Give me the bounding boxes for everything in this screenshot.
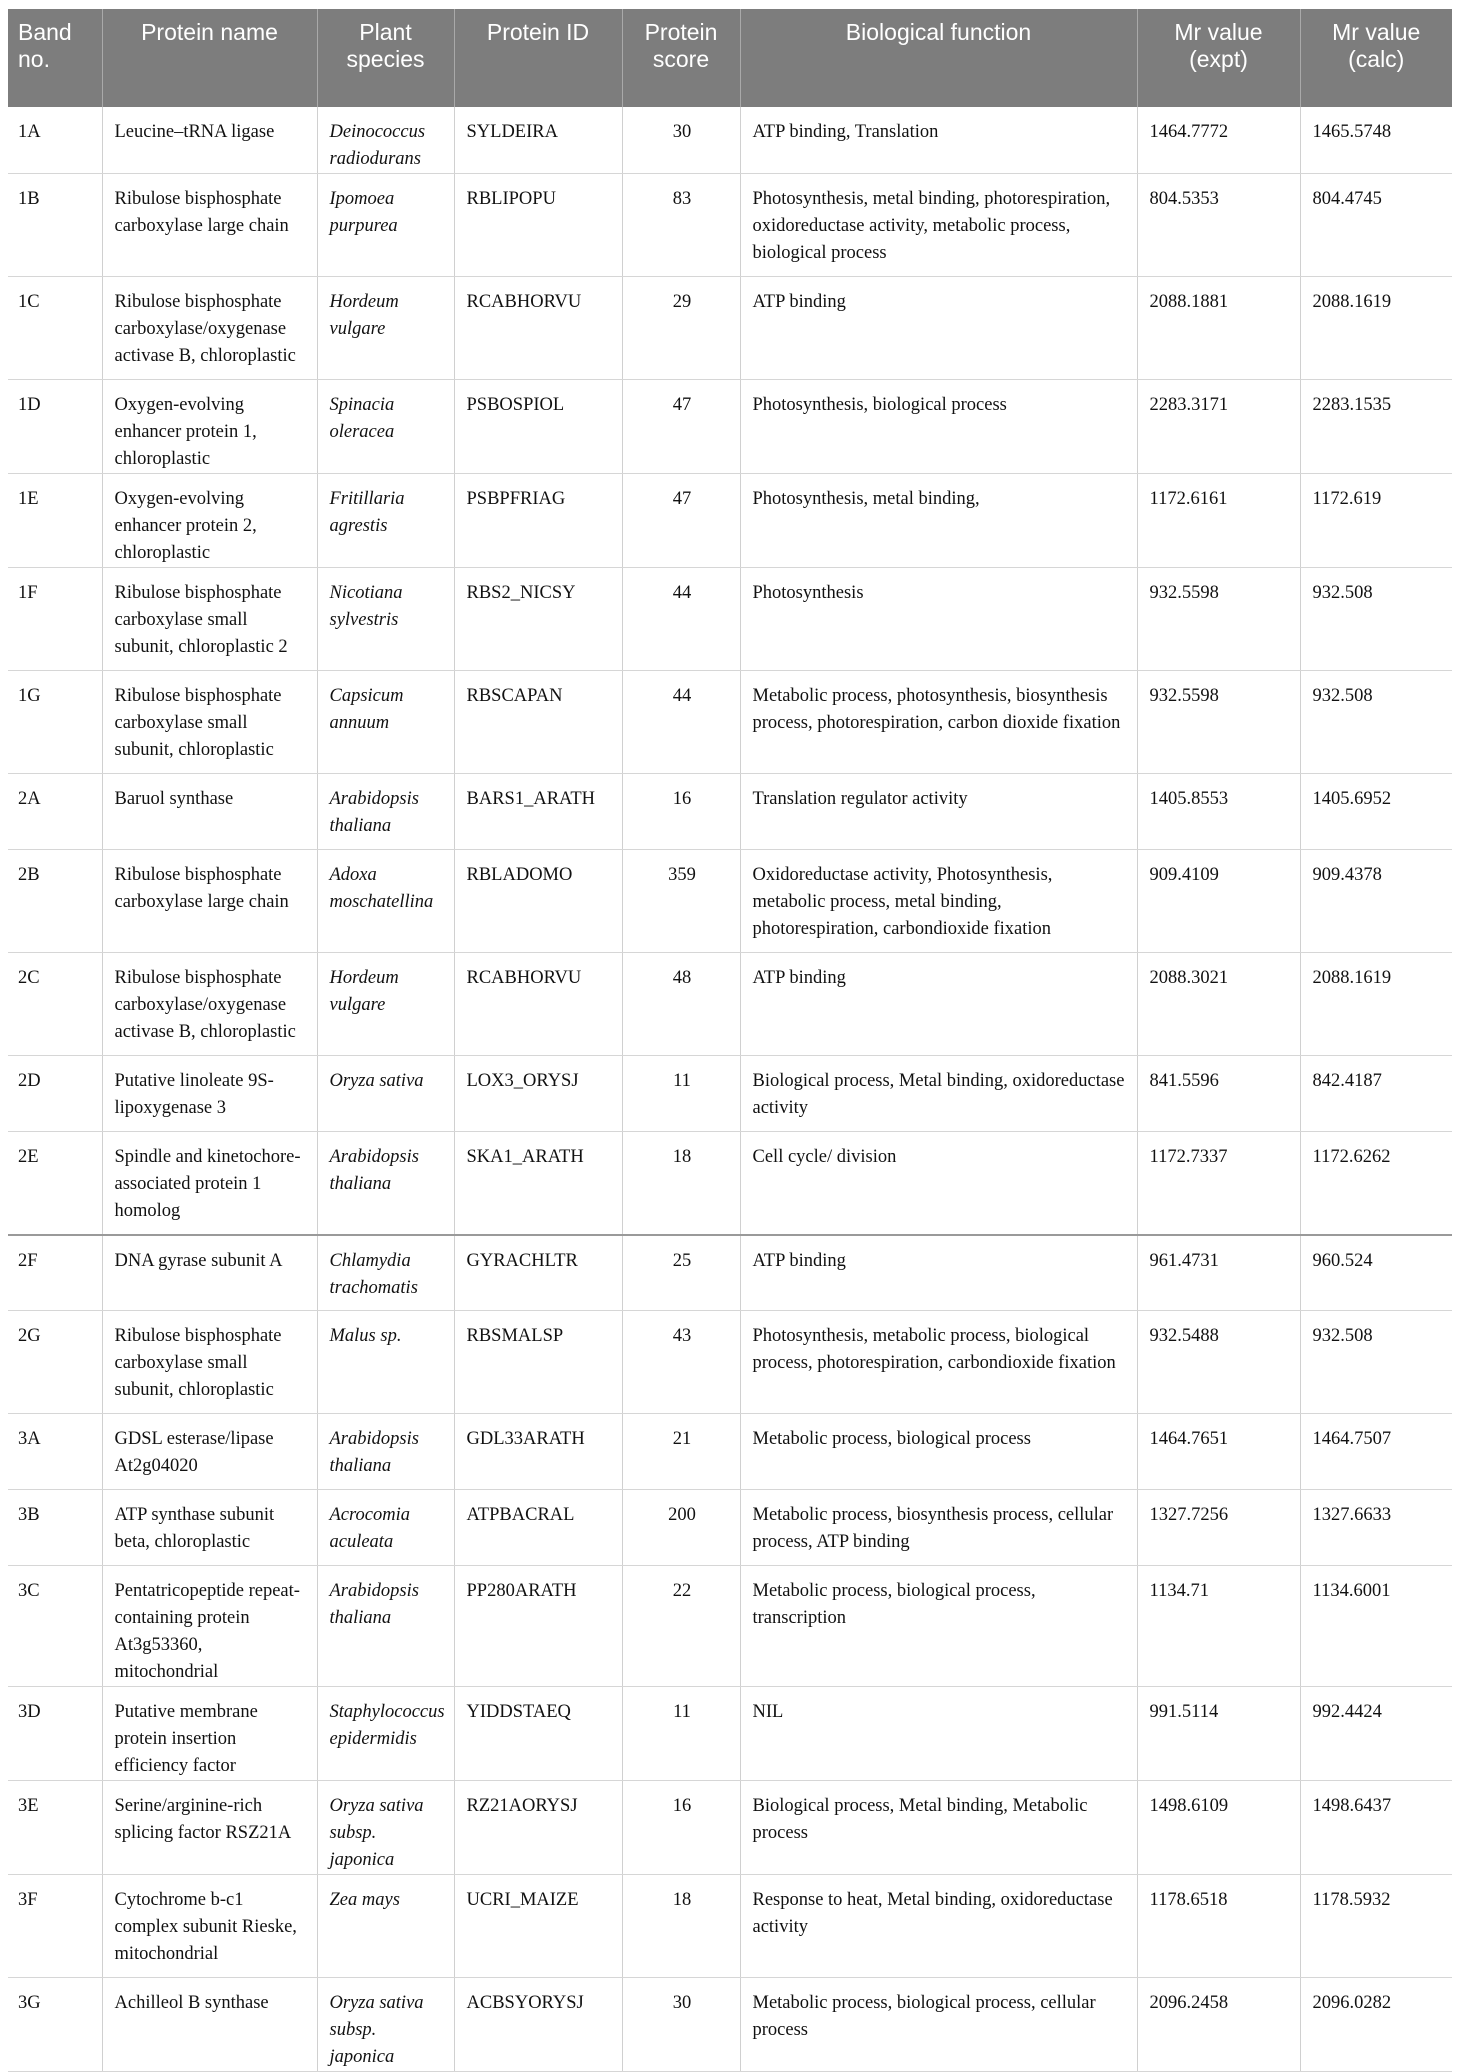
protein-score-cell: 47	[622, 474, 740, 568]
protein-name-cell: DNA gyrase subunit A	[102, 1235, 317, 1311]
biological-function-cell: Photosynthesis, biological process	[740, 380, 1137, 474]
mr-calc-cell: 1327.6633	[1300, 1490, 1452, 1566]
band-no-cell: 1E	[8, 474, 102, 568]
plant-species-cell: Oryza sativa	[317, 1056, 454, 1132]
table-row	[8, 1311, 1452, 1414]
protein-id-cell: GDL33ARATH	[454, 1414, 622, 1490]
protein-table	[8, 9, 1452, 2072]
mr-expt-cell: 1405.8553	[1137, 774, 1300, 850]
band-no-cell: 3B	[8, 1490, 102, 1566]
mr-calc-cell: 960.524	[1300, 1235, 1452, 1311]
plant-species-cell: Hordeum vulgare	[317, 277, 454, 380]
protein-id-cell: RBSCAPAN	[454, 671, 622, 774]
plant-species-cell: Oryza sativa subsp. japonica	[317, 1781, 454, 1875]
plant-species-cell: Nicotiana sylvestris	[317, 568, 454, 671]
band-no-cell: 3C	[8, 1566, 102, 1687]
mr-calc-cell: 842.4187	[1300, 1056, 1452, 1132]
table-row	[8, 474, 1452, 568]
mr-calc-cell: 2096.0282	[1300, 1978, 1452, 2072]
protein-id-cell: RBSMALSP	[454, 1311, 622, 1414]
band-no-cell: 3F	[8, 1875, 102, 1978]
mr-calc-cell: 2088.1619	[1300, 277, 1452, 380]
table-header	[8, 9, 1452, 107]
biological-function-cell: Biological process, Metal binding, oxidoreductase activity	[740, 1056, 1137, 1132]
protein-score-cell: 21	[622, 1414, 740, 1490]
mr-calc-cell: 1134.6001	[1300, 1566, 1452, 1687]
mr-calc-cell: 1178.5932	[1300, 1875, 1452, 1978]
mr-expt-cell: 1464.7772	[1137, 107, 1300, 174]
protein-name-cell: Ribulose bisphosphate carboxylase/oxygenase activase B, chloroplastic	[102, 953, 317, 1056]
band-no-cell: 2F	[8, 1235, 102, 1311]
plant-species-cell: Capsicum annuum	[317, 671, 454, 774]
protein-id-cell: GYRACHLTR	[454, 1235, 622, 1311]
mr-calc-cell: 909.4378	[1300, 850, 1452, 953]
plant-species-cell: Arabidopsis thaliana	[317, 1414, 454, 1490]
protein-score-cell: 11	[622, 1687, 740, 1781]
biological-function-cell: Biological process, Metal binding, Metabolic process	[740, 1781, 1137, 1875]
band-no-cell: 1G	[8, 671, 102, 774]
table-row	[8, 1235, 1452, 1311]
protein-id-cell: RBS2_NICSY	[454, 568, 622, 671]
mr-calc-cell: 1465.5748	[1300, 107, 1452, 174]
mr-expt-cell: 932.5598	[1137, 671, 1300, 774]
biological-function-cell: Metabolic process, biological process, transcription	[740, 1566, 1137, 1687]
biological-function-cell: ATP binding	[740, 953, 1137, 1056]
mr-calc-cell: 804.4745	[1300, 174, 1452, 277]
protein-id-cell: RBLIPOPU	[454, 174, 622, 277]
protein-id-cell: ATPBACRAL	[454, 1490, 622, 1566]
table-row	[8, 953, 1452, 1056]
protein-score-cell: 48	[622, 953, 740, 1056]
protein-id-cell: UCRI_MAIZE	[454, 1875, 622, 1978]
protein-name-cell: Ribulose bisphosphate carboxylase small subunit, chloroplastic	[102, 1311, 317, 1414]
band-no-cell: 1A	[8, 107, 102, 174]
mr-expt-cell: 909.4109	[1137, 850, 1300, 953]
biological-function-cell: NIL	[740, 1687, 1137, 1781]
protein-score-cell: 18	[622, 1875, 740, 1978]
protein-name-cell: Putative linoleate 9S-lipoxygenase 3	[102, 1056, 317, 1132]
header-band-no: Band no.	[8, 9, 102, 107]
mr-expt-cell: 1498.6109	[1137, 1781, 1300, 1875]
protein-id-cell: RCABHORVU	[454, 953, 622, 1056]
table-row	[8, 174, 1452, 277]
protein-score-cell: 29	[622, 277, 740, 380]
protein-id-cell: LOX3_ORYSJ	[454, 1056, 622, 1132]
header-protein-score: Protein score	[622, 9, 740, 107]
biological-function-cell: Oxidoreductase activity, Photosynthesis, metabolic process, metal binding, photorespiration, carbondioxide fixation	[740, 850, 1137, 953]
header-biological-function: Biological function	[740, 9, 1137, 107]
mr-expt-cell: 932.5488	[1137, 1311, 1300, 1414]
biological-function-cell: Cell cycle/ division	[740, 1132, 1137, 1235]
table-row	[8, 1875, 1452, 1978]
mr-calc-cell: 2283.1535	[1300, 380, 1452, 474]
protein-score-cell: 200	[622, 1490, 740, 1566]
protein-score-cell: 359	[622, 850, 740, 953]
biological-function-cell: Photosynthesis, metabolic process, biological process, photorespiration, carbondioxide fixation	[740, 1311, 1137, 1414]
protein-score-cell: 47	[622, 380, 740, 474]
protein-name-cell: Putative membrane protein insertion efficiency factor	[102, 1687, 317, 1781]
protein-name-cell: Ribulose bisphosphate carboxylase large chain	[102, 850, 317, 953]
mr-calc-cell: 1172.6262	[1300, 1132, 1452, 1235]
header-mr-calc: Mr value (calc)	[1300, 9, 1452, 107]
protein-name-cell: Oxygen-evolving enhancer protein 2, chloroplastic	[102, 474, 317, 568]
biological-function-cell: Metabolic process, biological process, cellular process	[740, 1978, 1137, 2072]
mr-expt-cell: 991.5114	[1137, 1687, 1300, 1781]
table-row	[8, 1132, 1452, 1235]
table-row	[8, 1566, 1452, 1687]
protein-id-cell: BARS1_ARATH	[454, 774, 622, 850]
protein-id-cell: RBLADOMO	[454, 850, 622, 953]
table-body	[8, 107, 1452, 2072]
protein-score-cell: 11	[622, 1056, 740, 1132]
mr-calc-cell: 932.508	[1300, 1311, 1452, 1414]
protein-id-cell: ACBSYORYSJ	[454, 1978, 622, 2072]
protein-id-cell: SYLDEIRA	[454, 107, 622, 174]
protein-name-cell: Cytochrome b-c1 complex subunit Rieske, mitochondrial	[102, 1875, 317, 1978]
mr-expt-cell: 1327.7256	[1137, 1490, 1300, 1566]
protein-name-cell: Serine/arginine-rich splicing factor RSZ21A	[102, 1781, 317, 1875]
protein-id-cell: PSBOSPIOL	[454, 380, 622, 474]
band-no-cell: 2E	[8, 1132, 102, 1235]
header-row	[8, 9, 1452, 107]
protein-id-cell: RCABHORVU	[454, 277, 622, 380]
protein-score-cell: 16	[622, 774, 740, 850]
band-no-cell: 1F	[8, 568, 102, 671]
biological-function-cell: Photosynthesis, metal binding,	[740, 474, 1137, 568]
mr-expt-cell: 2283.3171	[1137, 380, 1300, 474]
mr-expt-cell: 2096.2458	[1137, 1978, 1300, 2072]
band-no-cell: 1B	[8, 174, 102, 277]
biological-function-cell: Photosynthesis, metal binding, photorespiration, oxidoreductase activity, metabolic process, biological process	[740, 174, 1137, 277]
biological-function-cell: ATP binding	[740, 1235, 1137, 1311]
table-row	[8, 671, 1452, 774]
mr-calc-cell: 992.4424	[1300, 1687, 1452, 1781]
mr-expt-cell: 1172.6161	[1137, 474, 1300, 568]
header-protein-id: Protein ID	[454, 9, 622, 107]
mr-expt-cell: 804.5353	[1137, 174, 1300, 277]
protein-score-cell: 43	[622, 1311, 740, 1414]
protein-name-cell: Achilleol B synthase	[102, 1978, 317, 2072]
plant-species-cell: Oryza sativa subsp. japonica	[317, 1978, 454, 2072]
protein-name-cell: Pentatricopeptide repeat-containing protein At3g53360, mitochondrial	[102, 1566, 317, 1687]
table-row	[8, 380, 1452, 474]
header-mr-expt: Mr value (expt)	[1137, 9, 1300, 107]
protein-name-cell: Ribulose bisphosphate carboxylase large chain	[102, 174, 317, 277]
protein-id-cell: YIDDSTAEQ	[454, 1687, 622, 1781]
protein-name-cell: Ribulose bisphosphate carboxylase small subunit, chloroplastic 2	[102, 568, 317, 671]
header-protein-name: Protein name	[102, 9, 317, 107]
header-plant-species: Plant species	[317, 9, 454, 107]
plant-species-cell: Staphylococcus epidermidis	[317, 1687, 454, 1781]
protein-name-cell: Leucine–tRNA ligase	[102, 107, 317, 174]
band-no-cell: 2B	[8, 850, 102, 953]
mr-expt-cell: 1172.7337	[1137, 1132, 1300, 1235]
mr-calc-cell: 1498.6437	[1300, 1781, 1452, 1875]
band-no-cell: 3E	[8, 1781, 102, 1875]
band-no-cell: 2D	[8, 1056, 102, 1132]
protein-score-cell: 44	[622, 671, 740, 774]
mr-calc-cell: 1464.7507	[1300, 1414, 1452, 1490]
plant-species-cell: Ipomoea purpurea	[317, 174, 454, 277]
table-row	[8, 107, 1452, 174]
mr-calc-cell: 2088.1619	[1300, 953, 1452, 1056]
table-row	[8, 568, 1452, 671]
protein-score-cell: 30	[622, 1978, 740, 2072]
plant-species-cell: Arabidopsis thaliana	[317, 774, 454, 850]
protein-id-cell: SKA1_ARATH	[454, 1132, 622, 1235]
biological-function-cell: ATP binding	[740, 277, 1137, 380]
protein-score-cell: 83	[622, 174, 740, 277]
plant-species-cell: Adoxa moschatellina	[317, 850, 454, 953]
plant-species-cell: Zea mays	[317, 1875, 454, 1978]
mr-calc-cell: 1172.619	[1300, 474, 1452, 568]
mr-calc-cell: 932.508	[1300, 568, 1452, 671]
mr-expt-cell: 841.5596	[1137, 1056, 1300, 1132]
protein-name-cell: Baruol synthase	[102, 774, 317, 850]
mr-expt-cell: 2088.1881	[1137, 277, 1300, 380]
plant-species-cell: Acrocomia aculeata	[317, 1490, 454, 1566]
band-no-cell: 2A	[8, 774, 102, 850]
biological-function-cell: ATP binding, Translation	[740, 107, 1137, 174]
plant-species-cell: Deinococcus radiodurans	[317, 107, 454, 174]
table-row	[8, 850, 1452, 953]
protein-score-cell: 22	[622, 1566, 740, 1687]
protein-id-cell: PSBPFRIAG	[454, 474, 622, 568]
band-no-cell: 2C	[8, 953, 102, 1056]
biological-function-cell: Response to heat, Metal binding, oxidoreductase activity	[740, 1875, 1137, 1978]
mr-expt-cell: 1464.7651	[1137, 1414, 1300, 1490]
plant-species-cell: Hordeum vulgare	[317, 953, 454, 1056]
band-no-cell: 1D	[8, 380, 102, 474]
biological-function-cell: Metabolic process, photosynthesis, biosynthesis process, photorespiration, carbon dioxide fixation	[740, 671, 1137, 774]
protein-name-cell: Oxygen-evolving enhancer protein 1, chloroplastic	[102, 380, 317, 474]
table-row	[8, 1687, 1452, 1781]
table-row	[8, 1490, 1452, 1566]
band-no-cell: 3D	[8, 1687, 102, 1781]
biological-function-cell: Metabolic process, biological process	[740, 1414, 1137, 1490]
plant-species-cell: Arabidopsis thaliana	[317, 1132, 454, 1235]
mr-expt-cell: 932.5598	[1137, 568, 1300, 671]
biological-function-cell: Photosynthesis	[740, 568, 1137, 671]
protein-name-cell: Spindle and kinetochore-associated protein 1 homolog	[102, 1132, 317, 1235]
table-row	[8, 1781, 1452, 1875]
mr-expt-cell: 1134.71	[1137, 1566, 1300, 1687]
table-row	[8, 1978, 1452, 2072]
mr-expt-cell: 1178.6518	[1137, 1875, 1300, 1978]
table-row	[8, 774, 1452, 850]
protein-name-cell: GDSL esterase/lipase At2g04020	[102, 1414, 317, 1490]
protein-score-cell: 16	[622, 1781, 740, 1875]
protein-name-cell: Ribulose bisphosphate carboxylase/oxygenase activase B, chloroplastic	[102, 277, 317, 380]
protein-id-cell: RZ21AORYSJ	[454, 1781, 622, 1875]
protein-score-cell: 30	[622, 107, 740, 174]
mr-expt-cell: 961.4731	[1137, 1235, 1300, 1311]
band-no-cell: 3G	[8, 1978, 102, 2072]
plant-species-cell: Arabidopsis thaliana	[317, 1566, 454, 1687]
mr-calc-cell: 932.508	[1300, 671, 1452, 774]
biological-function-cell: Metabolic process, biosynthesis process, cellular process, ATP binding	[740, 1490, 1137, 1566]
biological-function-cell: Translation regulator activity	[740, 774, 1137, 850]
mr-calc-cell: 1405.6952	[1300, 774, 1452, 850]
protein-score-cell: 18	[622, 1132, 740, 1235]
band-no-cell: 1C	[8, 277, 102, 380]
table-row	[8, 1414, 1452, 1490]
protein-name-cell: Ribulose bisphosphate carboxylase small subunit, chloroplastic	[102, 671, 317, 774]
plant-species-cell: Spinacia oleracea	[317, 380, 454, 474]
protein-score-cell: 44	[622, 568, 740, 671]
mr-expt-cell: 2088.3021	[1137, 953, 1300, 1056]
protein-id-cell: PP280ARATH	[454, 1566, 622, 1687]
plant-species-cell: Fritillaria agrestis	[317, 474, 454, 568]
plant-species-cell: Chlamydia trachomatis	[317, 1235, 454, 1311]
band-no-cell: 2G	[8, 1311, 102, 1414]
protein-name-cell: ATP synthase subunit beta, chloroplastic	[102, 1490, 317, 1566]
table-row	[8, 277, 1452, 380]
protein-score-cell: 25	[622, 1235, 740, 1311]
band-no-cell: 3A	[8, 1414, 102, 1490]
plant-species-cell: Malus sp.	[317, 1311, 454, 1414]
table-row	[8, 1056, 1452, 1132]
